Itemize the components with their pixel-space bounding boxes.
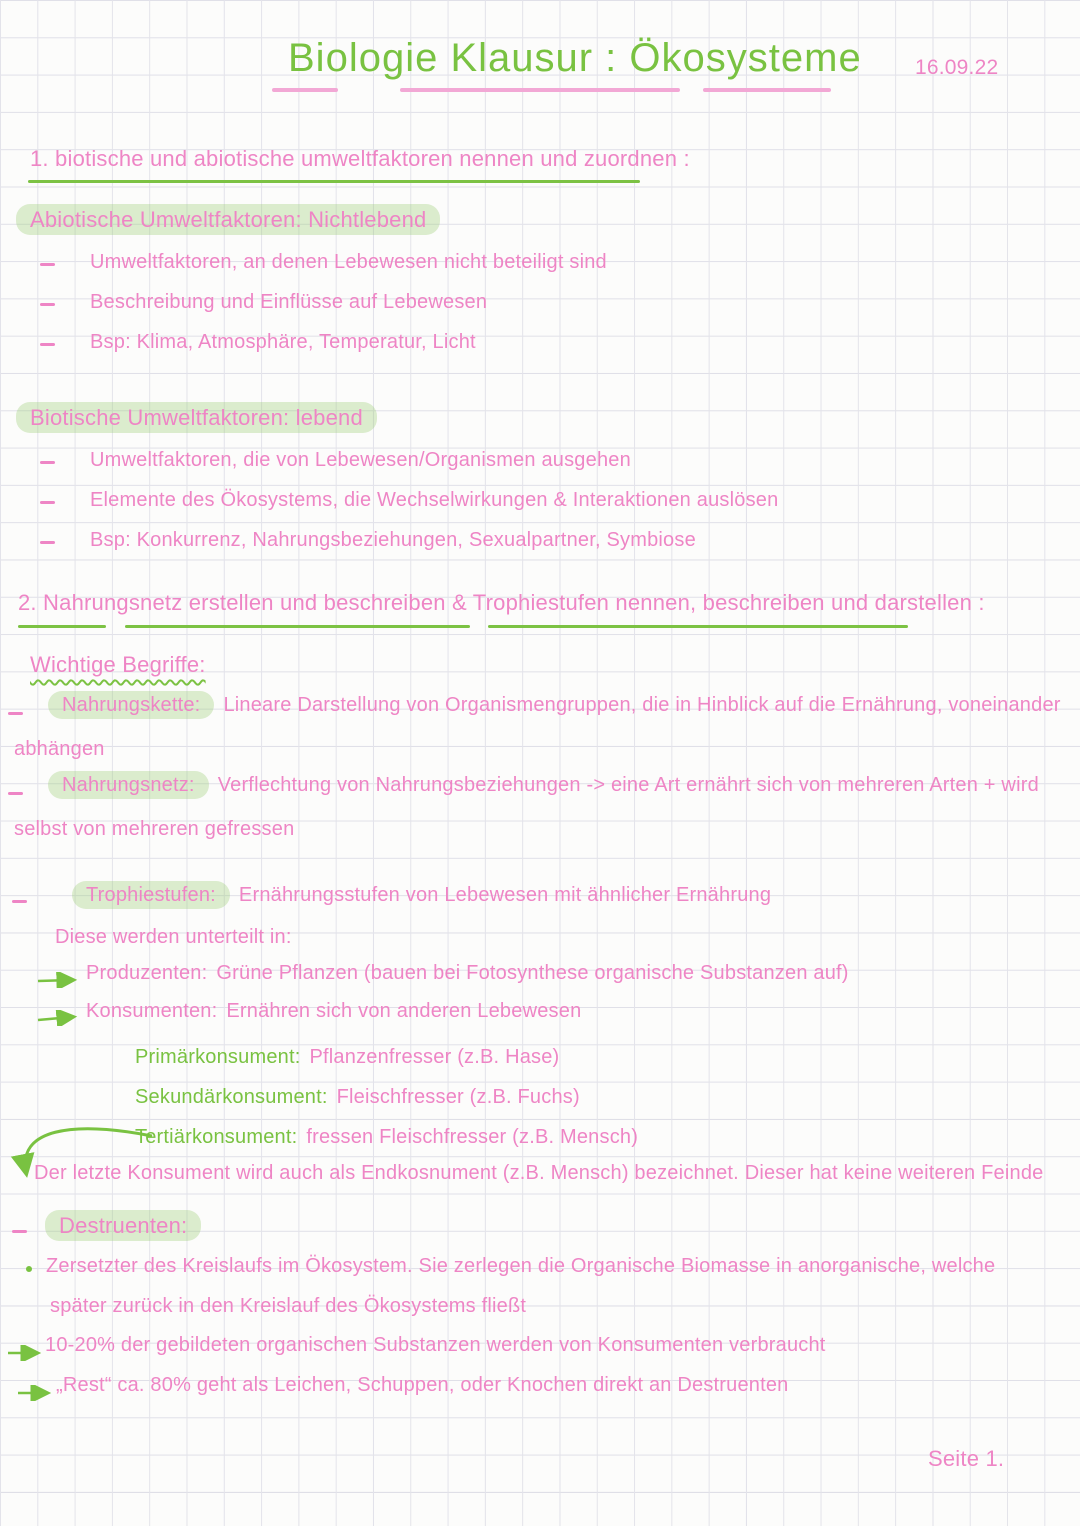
- sekundaerkonsument-text: Fleischfresser (z.B. Fuchs): [336, 1086, 580, 1108]
- dash-bullet-icon: [12, 900, 27, 903]
- dash-bullet-icon: [40, 501, 55, 504]
- biotic-bullet: Umweltfaktoren, die von Lebewesen/Organismen ausgehen: [90, 449, 631, 471]
- dash-bullet-icon: [40, 303, 55, 306]
- nahrungsnetz-continuation: selbst von mehreren gefressen: [14, 818, 295, 840]
- title-underline-segment: [400, 88, 680, 92]
- title-underline-segment: [703, 88, 831, 92]
- term-nahrungsnetz: [48, 774, 1039, 797]
- dash-bullet-icon: [40, 461, 55, 464]
- section2-heading: 2. Nahrungsnetz erstellen und beschreiben & Trophiestufen nennen, beschreiben und darstellen :: [18, 590, 985, 615]
- destruenten-arrow1-text: 10-20% der gebildeten organischen Substanzen werden von Konsumenten verbraucht: [45, 1334, 826, 1356]
- sekundaerkonsument-label: Sekundärkonsument:: [135, 1086, 328, 1108]
- biotic-heading: [16, 405, 377, 431]
- abiotic-bullet: Beschreibung und Einflüsse auf Lebewesen: [90, 291, 488, 313]
- trophiestufen-label: Trophiestufen:: [72, 881, 230, 909]
- biotic-heading-highlight: Biotische Umweltfaktoren: lebend: [16, 402, 377, 433]
- nahrungskette-text: Lineare Darstellung von Organismengruppen, die in Hinblick auf die Ernährung, voneinander: [223, 694, 1061, 716]
- abiotic-heading: [16, 207, 440, 233]
- trophiestufen-subline: Diese werden unterteilt in:: [55, 926, 292, 948]
- dash-bullet-icon: [8, 792, 23, 795]
- term-nahrungskette: [48, 694, 1061, 717]
- term-trophiestufen: [72, 884, 771, 907]
- primaerkonsument-label: Primärkonsument:: [135, 1046, 301, 1068]
- arrow-right-icon: [6, 1345, 46, 1361]
- tertiaerkonsument-label: Tertiärkonsument:: [135, 1126, 298, 1148]
- destruenten-heading-highlight: Destruenten:: [45, 1210, 201, 1241]
- konsumenten-text: Ernähren sich von anderen Lebewesen: [226, 1000, 582, 1022]
- tertiaerkonsument-text: fressen Fleischfresser (z.B. Mensch): [306, 1126, 639, 1148]
- nahrungsnetz-text: Verflechtung von Nahrungsbeziehungen -> eine Art ernährt sich von mehreren Arten + wird: [217, 774, 1039, 796]
- title-underline-segment: [272, 88, 338, 92]
- section2-heading-underline: [488, 625, 908, 628]
- terms-heading: Wichtige Begriffe:: [30, 652, 206, 677]
- arrow-right-icon: [36, 1010, 82, 1026]
- destruenten-heading: [45, 1213, 201, 1239]
- tertiaerkonsument-line: [135, 1126, 638, 1149]
- dash-bullet-icon: [12, 1230, 27, 1233]
- page-title: Biologie Klausur : Ökosysteme: [288, 36, 862, 80]
- section2-heading-underline: [18, 625, 106, 628]
- primaerkonsument-line: [135, 1046, 559, 1069]
- abiotic-heading-highlight: Abiotische Umweltfaktoren: Nichtlebend: [16, 204, 440, 235]
- section1-heading: 1. biotische und abiotische umweltfaktoren nennen und zuordnen :: [30, 146, 690, 171]
- dash-bullet-icon: [8, 712, 23, 715]
- page-number: Seite 1.: [928, 1446, 1005, 1471]
- abiotic-bullet: Umweltfaktoren, an denen Lebewesen nicht beteiligt sind: [90, 251, 607, 273]
- konsumenten-line: [86, 1000, 581, 1023]
- dash-bullet-icon: [40, 343, 55, 346]
- dot-bullet-icon: [26, 1266, 32, 1272]
- konsumenten-label: Konsumenten:: [86, 1000, 218, 1022]
- destruenten-line1: Zersetzter des Kreislaufs im Ökosystem. Sie zerlegen die Organische Biomasse in anorganische, welche: [46, 1255, 996, 1277]
- nahrungskette-label: Nahrungskette:: [48, 691, 214, 719]
- arrow-right-icon: [16, 1385, 56, 1401]
- produzenten-text: Grüne Pflanzen (bauen bei Fotosynthese organische Substanzen auf): [216, 962, 849, 984]
- primaerkonsument-text: Pflanzenfresser (z.B. Hase): [309, 1046, 560, 1068]
- trophiestufen-text: Ernährungsstufen von Lebewesen mit ähnlicher Ernährung: [238, 884, 772, 906]
- arrow-right-icon: [36, 972, 82, 988]
- section2-heading-underline: [125, 625, 470, 628]
- nahrungsnetz-label: Nahrungsnetz:: [48, 771, 209, 799]
- endnote-line: Der letzte Konsument wird auch als Endkosnument (z.B. Mensch) bezeichnet. Dieser hat keine weiteren Feinde: [34, 1162, 1044, 1184]
- dash-bullet-icon: [40, 541, 55, 544]
- produzenten-label: Produzenten:: [86, 962, 208, 984]
- date-label: 16.09.22: [915, 56, 999, 79]
- biotic-bullet: Bsp: Konkurrenz, Nahrungsbeziehungen, Sexualpartner, Symbiose: [90, 529, 696, 551]
- section1-heading-underline: [28, 180, 640, 183]
- biotic-bullet: Elemente des Ökosystems, die Wechselwirkungen & Interaktionen auslösen: [90, 489, 779, 511]
- sekundaerkonsument-line: [135, 1086, 580, 1109]
- produzenten-line: [86, 962, 849, 985]
- nahrungskette-continuation: abhängen: [14, 738, 105, 760]
- abiotic-bullet: Bsp: Klima, Atmosphäre, Temperatur, Licht: [90, 331, 476, 353]
- destruenten-arrow2-text: „Rest“ ca. 80% geht als Leichen, Schuppen, oder Knochen direkt an Destruenten: [56, 1374, 789, 1396]
- destruenten-line2: später zurück in den Kreislauf des Ökosystems fließt: [50, 1295, 527, 1317]
- dash-bullet-icon: [40, 263, 55, 266]
